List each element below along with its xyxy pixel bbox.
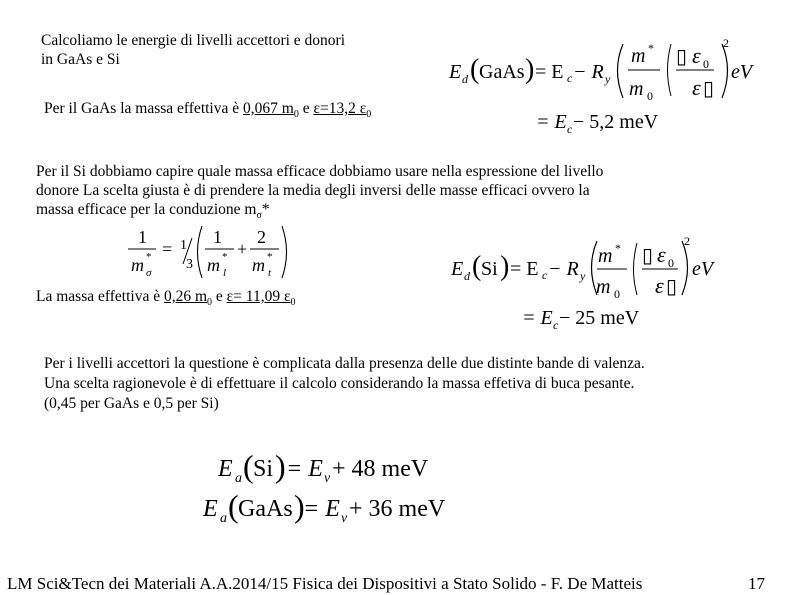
acceptor-line-1: Per i livelli accettori la questione è complicata dalla presenza delle due distinte bande di valenza. — [44, 355, 645, 372]
svg-text:1: 1 — [180, 238, 187, 253]
intro-line-2: in GaAs e Si — [41, 51, 120, 68]
svg-text:ε: ε — [692, 75, 701, 100]
svg-text:m: m — [631, 45, 646, 67]
svg-text:(: ( — [472, 251, 482, 282]
acceptor-line-3: (0,45 per GaAs e 0,5 per Si) — [44, 395, 219, 412]
svg-text:σ: σ — [146, 267, 152, 279]
svg-text:0: 0 — [668, 256, 674, 270]
svg-text:a: a — [235, 471, 242, 486]
equation-ea-gaas — [202, 488, 446, 526]
svg-text:Si: Si — [481, 258, 498, 280]
svg-text:m: m — [598, 245, 613, 267]
svg-text:a: a — [220, 511, 227, 526]
svg-text:c: c — [567, 122, 573, 136]
svg-text:c: c — [542, 268, 548, 282]
svg-text:*: * — [615, 241, 621, 255]
svg-text:ε: ε — [655, 273, 664, 298]
svg-text:+ 48 meV: + 48 meV — [332, 456, 429, 482]
equation-sigma-mass — [128, 226, 287, 279]
svg-text:m: m — [252, 255, 265, 275]
intro-line-1: Calcoliamo le energie di livelli accettori e donori — [41, 32, 346, 49]
svg-text:t: t — [268, 267, 272, 279]
svg-text:▯: ▯ — [676, 46, 688, 68]
svg-text:= E: = E — [303, 496, 340, 522]
svg-text:m: m — [207, 255, 220, 275]
svg-text:): ) — [500, 251, 510, 282]
si-paragraph-line-3: massa efficace per la conduzione $m_\sigma*$ — [36, 201, 270, 222]
gaas-mass-line: Per il GaAs la massa effettiva è 0,067 $m_0$ e ε=13,2 $\varepsilon_0$ — [44, 100, 372, 121]
svg-text:): ) — [294, 488, 305, 524]
equation-ed-si — [450, 234, 716, 332]
svg-text:*: * — [146, 251, 152, 263]
svg-text:E: E — [451, 258, 464, 280]
equation-ed-gaas — [448, 36, 755, 136]
svg-text:= E: = E — [536, 111, 567, 133]
svg-text:l: l — [223, 267, 227, 279]
acceptor-line-2: Una scelta ragionevole è di effettuare il calcolo considerando la massa effetiva di buca pesante. — [44, 375, 635, 392]
svg-text:E: E — [449, 61, 462, 83]
svg-text:v: v — [324, 471, 331, 486]
svg-text:d: d — [464, 269, 470, 283]
svg-text:(: ( — [228, 488, 239, 524]
equation-ea-si — [217, 448, 429, 486]
svg-text:0: 0 — [703, 57, 709, 71]
svg-text:(: ( — [243, 448, 254, 484]
svg-text:− 5,2 meV: − 5,2 meV — [573, 111, 659, 133]
svg-text:− R: − R — [548, 258, 579, 280]
svg-text:*: * — [267, 251, 273, 263]
gaas-mass-prefix: Per il GaAs la massa effettiva è — [44, 100, 243, 117]
gaas-permittivity: ε=13,2 $\varepsilon_0$ — [313, 100, 372, 121]
svg-text:c: c — [567, 71, 573, 85]
svg-text:2: 2 — [723, 36, 729, 50]
footer-text: LM Sci&Tecn dei Materiali A.A.2014/15 Fisica dei Dispositivi a Stato Solido - F. De Matteis — [7, 574, 643, 593]
svg-text:E: E — [203, 496, 218, 522]
svg-text:1: 1 — [213, 227, 222, 247]
svg-text:ε: ε — [692, 43, 701, 68]
si-permittivity: ε= 11,09 $\varepsilon_0$ — [226, 288, 296, 309]
svg-text:m: m — [131, 255, 144, 275]
svg-text:Si: Si — [253, 456, 274, 482]
svg-text:1: 1 — [138, 227, 147, 247]
si-paragraph-line-1: Per il Si dobbiamo capire quale massa efficace dobbiamo usare nella espressione del livello — [36, 163, 604, 180]
svg-text:= E: = E — [535, 61, 564, 83]
svg-text:= E: = E — [286, 456, 323, 482]
page-number: 17 — [748, 574, 765, 593]
svg-text:− R: − R — [573, 61, 604, 83]
svg-text:y: y — [605, 72, 611, 86]
svg-text:+: + — [237, 239, 248, 259]
svg-text:): ) — [275, 448, 286, 484]
svg-text:+ 36 meV: + 36 meV — [349, 496, 446, 522]
svg-text:▯: ▯ — [642, 245, 654, 267]
svg-text:eV: eV — [692, 258, 714, 280]
si-mass-line: La massa effettiva è 0,26 $m_0$ e ε= 11,09 $\varepsilon_0$ — [36, 288, 296, 309]
svg-text:▯: ▯ — [666, 276, 678, 298]
svg-text:GaAs: GaAs — [238, 496, 293, 522]
svg-text:GaAs: GaAs — [479, 61, 525, 83]
svg-text:c: c — [553, 318, 559, 332]
si-paragraph-line-2: donore La scelta giusta è di prendere la media degli inversi delle masse efficaci ovvero la — [36, 182, 590, 199]
svg-text:=: = — [162, 239, 173, 259]
svg-text:): ) — [525, 54, 535, 85]
svg-text:ε: ε — [657, 242, 666, 267]
gaas-mass-value: 0,067 $m_0$ — [243, 100, 299, 121]
svg-text:− 25 meV: − 25 meV — [559, 307, 640, 329]
svg-text:0: 0 — [614, 287, 620, 301]
svg-text:= E: = E — [522, 307, 553, 329]
svg-text:eV: eV — [731, 61, 753, 83]
svg-text:0: 0 — [647, 89, 653, 103]
svg-text:y: y — [580, 269, 586, 283]
svg-text:m: m — [596, 276, 611, 298]
svg-text:m: m — [629, 78, 644, 100]
svg-text:*: * — [648, 41, 654, 55]
svg-text:▯: ▯ — [703, 78, 715, 100]
svg-text:v: v — [341, 511, 348, 526]
svg-text:3: 3 — [186, 257, 193, 272]
si-mass-value: 0,26 $m_0$ — [163, 288, 213, 309]
svg-text:= E: = E — [510, 258, 539, 280]
svg-text:d: d — [462, 72, 468, 86]
svg-text:*: * — [222, 251, 228, 263]
svg-text:E: E — [218, 456, 233, 482]
svg-text:2: 2 — [684, 234, 690, 248]
svg-text:2: 2 — [257, 227, 266, 247]
svg-text:(: ( — [470, 54, 480, 85]
